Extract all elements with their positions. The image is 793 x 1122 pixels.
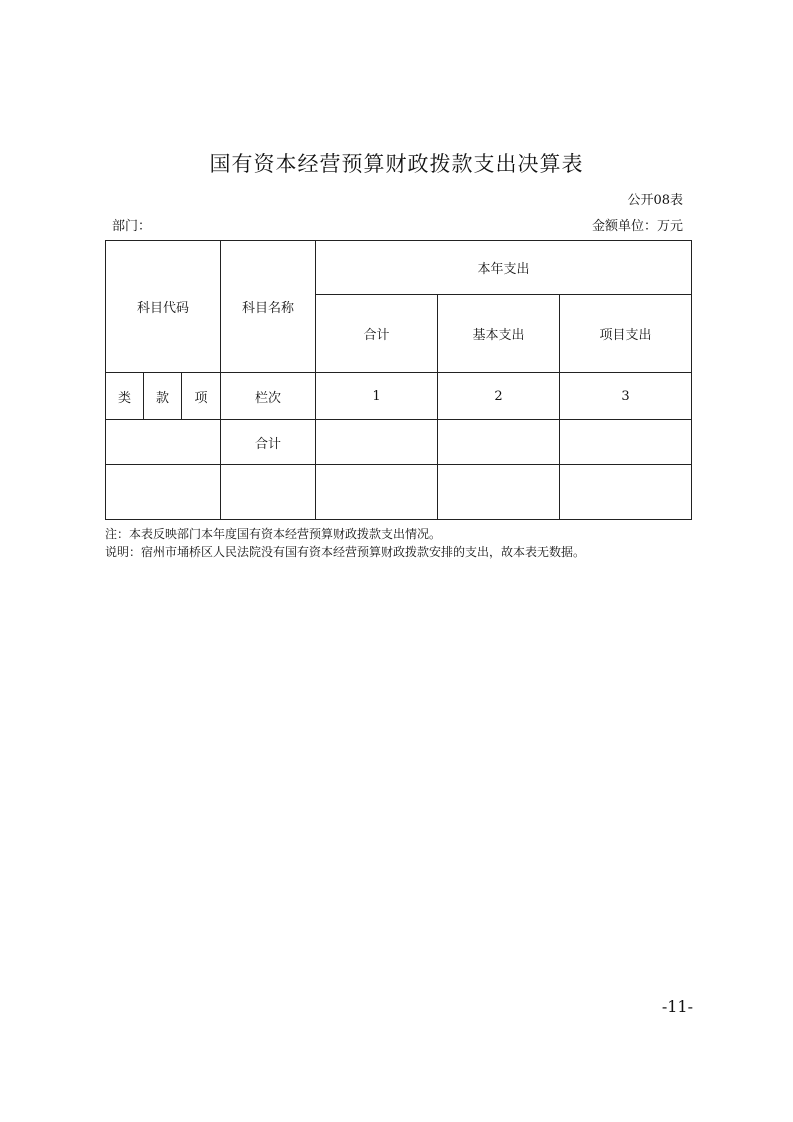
document-title: 国有资本经营预算财政拨款支出决算表 xyxy=(209,152,584,176)
total-row-project-cell xyxy=(560,420,692,465)
header-column-index: 栏次 xyxy=(221,373,316,420)
amount-unit-label: 金额单位：万元 xyxy=(591,219,683,234)
explanation-text: 说明：宿州市埇桥区人民法院没有国有资本经营预算财政拨款安排的支出，故本表无数据。 xyxy=(105,545,586,559)
column-number-1: 1 xyxy=(316,373,438,420)
column-number-2: 2 xyxy=(438,373,560,420)
total-row-label: 合计 xyxy=(221,420,316,465)
header-total: 合计 xyxy=(316,295,438,373)
page-number: -11- xyxy=(661,997,693,1016)
header-class: 类 xyxy=(106,373,144,420)
header-current-year-expense: 本年支出 xyxy=(316,241,692,295)
form-number: 公开08表 xyxy=(627,193,683,208)
header-basic-expense: 基本支出 xyxy=(438,295,560,373)
expense-table xyxy=(105,240,692,520)
empty-row-code-cell xyxy=(106,465,221,520)
total-row-basic-cell xyxy=(438,420,560,465)
header-section: 款 xyxy=(144,373,182,420)
notes-block xyxy=(105,525,585,561)
total-row-code-cell xyxy=(106,420,221,465)
header-subject-name: 科目名称 xyxy=(221,241,316,373)
empty-row-basic-cell xyxy=(438,465,560,520)
column-number-3: 3 xyxy=(560,373,692,420)
header-subject-code: 科目代码 xyxy=(106,241,221,373)
total-row-total-cell xyxy=(316,420,438,465)
empty-row-project-cell xyxy=(560,465,692,520)
department-label: 部门： xyxy=(112,219,152,234)
empty-row-name-cell xyxy=(221,465,316,520)
empty-row-total-cell xyxy=(316,465,438,520)
header-project-expense: 项目支出 xyxy=(560,295,692,373)
note-text: 注：本表反映部门本年度国有资本经营预算财政拨款支出情况。 xyxy=(105,527,442,541)
header-item: 项 xyxy=(182,373,221,420)
